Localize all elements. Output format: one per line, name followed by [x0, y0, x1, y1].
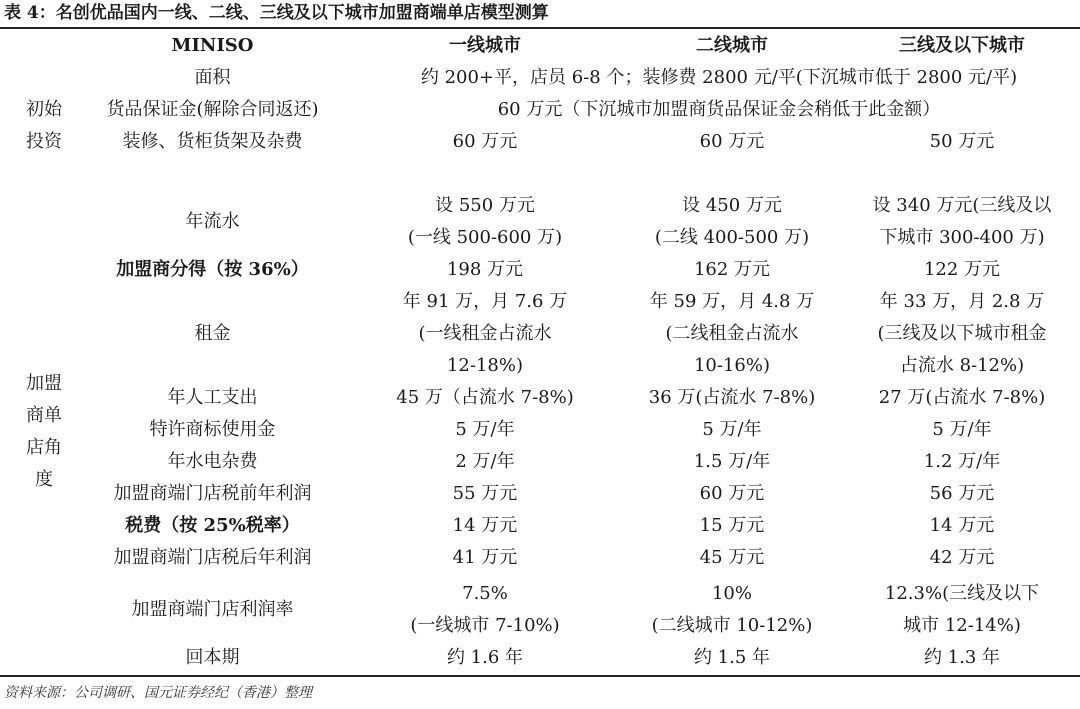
row-payback-tier1: 约 1.6 年 — [446, 647, 524, 668]
row-renovation-label: 装修、货柜货架及杂费 — [122, 131, 303, 152]
row-area-label: 面积 — [194, 67, 231, 88]
row-utility-tier1: 2 万/年 — [455, 451, 515, 472]
row-rent-tier3: 年 33 万，月 2.8 万 (三线及以下城市租金 占流水 8-12%) — [877, 291, 1047, 376]
bottom-rule — [0, 675, 1080, 677]
header-brand: MINISO — [171, 35, 254, 56]
row-royalty-tier2: 5 万/年 — [702, 419, 762, 440]
row-tax-tier1: 14 万元 — [452, 515, 518, 536]
row-labor-tier2: 36 万(占流水 7-8%) — [648, 387, 816, 408]
row-share-tier2: 162 万元 — [693, 259, 771, 280]
row-royalty-label: 特许商标使用金 — [149, 419, 276, 440]
row-utility-tier3: 1.2 万/年 — [923, 451, 1001, 472]
row-payback-tier3: 约 1.3 年 — [923, 647, 1001, 668]
row-utility-label: 年水电杂费 — [167, 451, 258, 472]
row-share-label: 加盟商分得（按 36%） — [116, 259, 309, 280]
row-aftertax-tier3: 42 万元 — [929, 547, 995, 568]
header-tier1: 一线城市 — [449, 35, 521, 56]
row-renovation-tier2: 60 万元 — [699, 131, 765, 152]
row-renovation-tier1: 60 万元 — [452, 131, 518, 152]
row-utility-tier2: 1.5 万/年 — [693, 451, 771, 472]
table-caption: 表 4：名创优品国内一线、二线、三线及以下城市加盟商端单店模型测算 — [4, 3, 549, 23]
row-margin-tier1: 7.5% (一线城市 7-10%) — [410, 583, 560, 636]
row-payback-tier2: 约 1.5 年 — [693, 647, 771, 668]
group-franchisee-view: 加盟 商单 店角 度 — [26, 373, 62, 490]
row-pretax-label: 加盟商端门店税前年利润 — [113, 483, 312, 504]
header-tier3: 三线及以下城市 — [899, 35, 1025, 56]
row-renovation-tier3: 50 万元 — [929, 131, 995, 152]
row-labor-tier3: 27 万(占流水 7-8%) — [878, 387, 1046, 408]
row-share-tier3: 122 万元 — [923, 259, 1001, 280]
row-labor-tier1: 45 万（占流水 7-8%) — [396, 387, 574, 408]
row-rent-tier2: 年 59 万，月 4.8 万 (二线租金占流水 10-16%) — [649, 291, 815, 376]
row-margin-tier3: 12.3%(三线及以下 城市 12-14%) — [884, 583, 1040, 636]
row-pretax-tier3: 56 万元 — [929, 483, 995, 504]
row-tax-tier2: 15 万元 — [699, 515, 765, 536]
row-payback-label: 回本期 — [185, 647, 240, 668]
row-royalty-tier1: 5 万/年 — [455, 419, 515, 440]
row-pretax-tier2: 60 万元 — [699, 483, 765, 504]
row-royalty-tier3: 5 万/年 — [932, 419, 992, 440]
row-tax-tier3: 14 万元 — [929, 515, 995, 536]
row-aftertax-label: 加盟商端门店税后年利润 — [113, 547, 312, 568]
header-tier2: 二线城市 — [696, 35, 768, 56]
row-revenue-tier1: 设 550 万元 (一线 500-600 万) — [407, 195, 563, 248]
row-deposit-label: 货品保证金(解除合同返还) — [106, 99, 319, 120]
row-rent-tier1: 年 91 万，月 7.6 万 (一线租金占流水 12-18%) — [402, 291, 568, 376]
row-revenue-tier2: 设 450 万元 (二线 400-500 万) — [654, 195, 810, 248]
top-rule — [0, 27, 1080, 29]
row-share-tier1: 198 万元 — [446, 259, 524, 280]
row-rent-label: 租金 — [194, 323, 231, 344]
row-margin-tier2: 10% (二线城市 10-12%) — [651, 583, 813, 636]
row-margin-label: 加盟商端门店利润率 — [131, 599, 294, 620]
row-area-value: 约 200+平，店员 6-8 个；装修费 2800 元/平(下沉城市低于 2800 元/平) — [420, 67, 1018, 88]
group-initial-investment: 初始 投资 — [26, 99, 62, 152]
row-aftertax-tier2: 45 万元 — [699, 547, 765, 568]
row-pretax-tier1: 55 万元 — [452, 483, 518, 504]
row-revenue-tier3: 设 340 万元(三线及以 下城市 300-400 万) — [872, 195, 1052, 248]
row-deposit-value: 60 万元（下沉城市加盟商货品保证金会稍低于此金额） — [497, 99, 941, 120]
row-revenue-label: 年流水 — [185, 211, 240, 232]
row-labor-label: 年人工支出 — [167, 387, 258, 408]
row-aftertax-tier1: 41 万元 — [452, 547, 518, 568]
row-tax-label: 税费（按 25%税率） — [125, 515, 300, 536]
source-note: 资料来源：公司调研、国元证券经纪（香港）整理 — [4, 685, 312, 701]
